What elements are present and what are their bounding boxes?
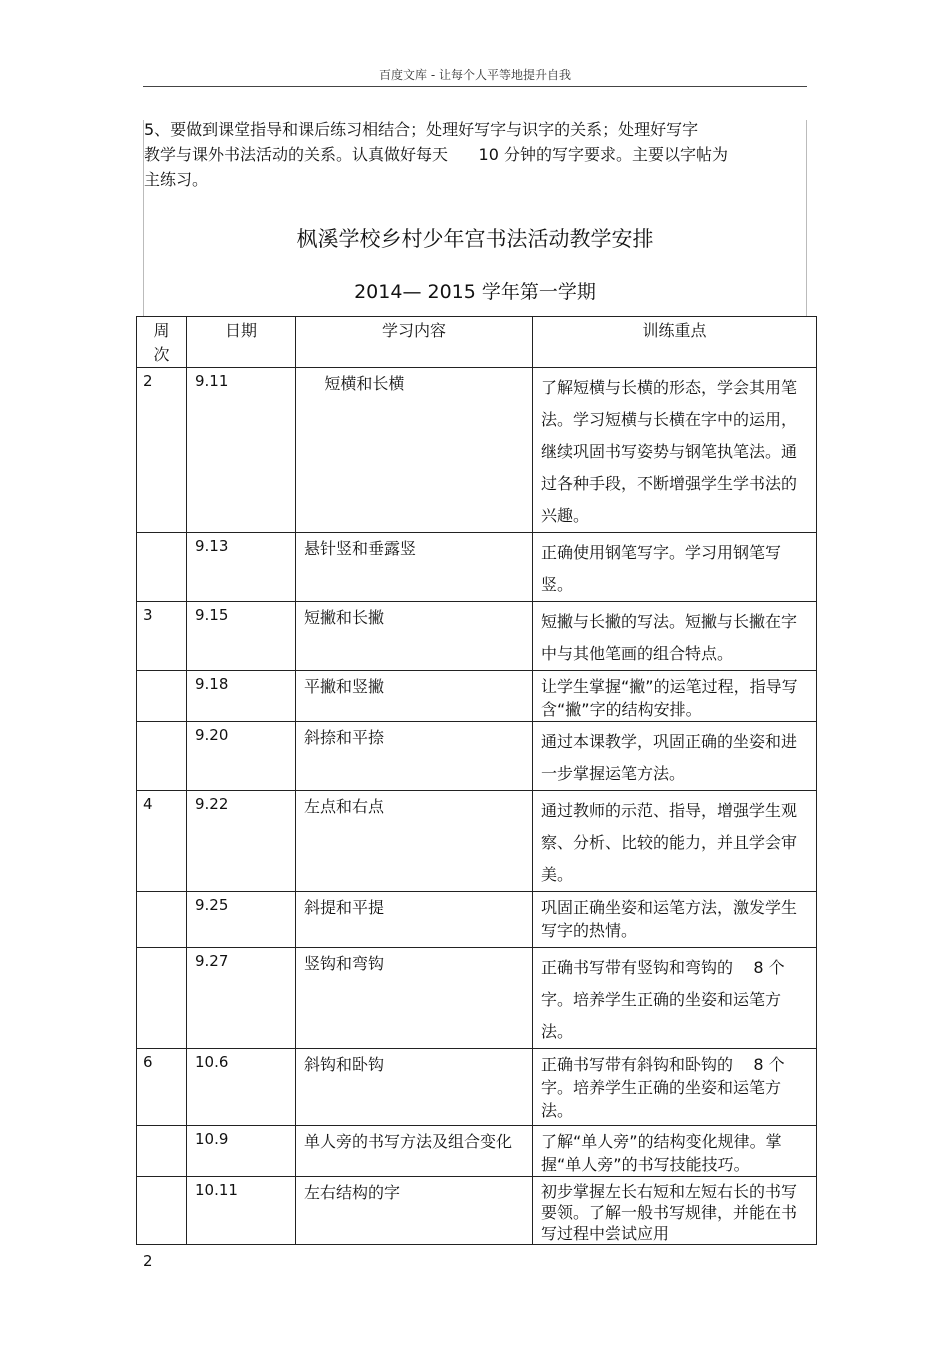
cell-week: [137, 1126, 187, 1177]
header-date: 日期: [187, 317, 296, 368]
cell-week: 4: [137, 791, 187, 892]
cell-week: [137, 722, 187, 791]
cell-content: 平撇和竖撇: [296, 671, 533, 722]
intro-paragraph: 5、要做到课堂指导和课后练习相结合；处理好写字与识字的关系；处理好写字 教学与课外书法活动的关系。认真做好每天 10 分钟的写字要求。主要以字帖为 主练习。: [144, 120, 728, 189]
table-row: [137, 602, 817, 671]
header-content: 学习内容: [296, 317, 533, 368]
cell-content: 左右结构的字: [296, 1177, 533, 1245]
cell-content: 短撇和长撇: [296, 602, 533, 671]
page-header: 百度文库 - 让每个人平等地提升自我: [379, 68, 571, 82]
cell-content: 斜提和平提: [296, 892, 533, 948]
table-header-row: [137, 317, 817, 368]
cell-focus: 正确使用钢笔写字。学习用钢笔写竖。: [533, 533, 817, 602]
table-row: [137, 1126, 817, 1177]
cell-focus: 让学生掌握“撇”的运笔过程，指导写含“撇”字的结构安排。: [533, 671, 817, 722]
cell-week: [137, 948, 187, 1049]
cell-date: 9.27: [187, 948, 296, 1049]
document-subtitle: 2014— 2015 学年第一学期: [354, 281, 596, 303]
header-week: 周 次: [137, 317, 187, 368]
cell-date: 10.11: [187, 1177, 296, 1245]
cell-focus: 正确书写带有斜钩和卧钩的 8 个字。培养学生正确的坐姿和运笔方法。: [533, 1049, 817, 1126]
cell-date: 9.18: [187, 671, 296, 722]
cell-date: 9.11: [187, 368, 296, 533]
cell-content: 斜捺和平捺: [296, 722, 533, 791]
cell-focus: 初步掌握左长右短和左短右长的书写要领。了解一般书写规律，并能在书写过程中尝试应用: [533, 1177, 817, 1245]
cell-week: 2: [137, 368, 187, 533]
cell-content: 斜钩和卧钩: [296, 1049, 533, 1126]
cell-focus: 巩固正确坐姿和运笔方法，激发学生写字的热情。: [533, 892, 817, 948]
cell-week: [137, 533, 187, 602]
cell-date: 9.13: [187, 533, 296, 602]
cell-week: [137, 892, 187, 948]
table-row: [137, 791, 817, 892]
schedule-table: [136, 316, 817, 1245]
table-row: [137, 722, 817, 791]
table-row: [137, 368, 817, 533]
cell-date: 9.22: [187, 791, 296, 892]
cell-date: 9.15: [187, 602, 296, 671]
cell-date: 10.9: [187, 1126, 296, 1177]
table-row: [137, 1049, 817, 1126]
cell-week: [137, 671, 187, 722]
cell-content: 单人旁的书写方法及组合变化: [296, 1126, 533, 1177]
page-number: 2: [143, 1252, 153, 1270]
cell-content: 左点和右点: [296, 791, 533, 892]
table-row: [137, 1177, 817, 1245]
document-title: 枫溪学校乡村少年宫书法活动教学安排: [296, 227, 654, 251]
cell-focus: 通过教师的示范、指导，增强学生观察、分析、比较的能力，并且学会审美。: [533, 791, 817, 892]
cell-week: [137, 1177, 187, 1245]
header-rule: [143, 86, 807, 87]
cell-date: 9.25: [187, 892, 296, 948]
cell-content: 竖钩和弯钩: [296, 948, 533, 1049]
cell-date: 10.6: [187, 1049, 296, 1126]
cell-focus: 正确书写带有竖钩和弯钩的 8 个字。培养学生正确的坐姿和运笔方法。: [533, 948, 817, 1049]
table-row: [137, 671, 817, 722]
cell-content: 悬针竖和垂露竖: [296, 533, 533, 602]
cell-week: 3: [137, 602, 187, 671]
table-row: [137, 948, 817, 1049]
table-row: [137, 892, 817, 948]
cell-week: 6: [137, 1049, 187, 1126]
cell-focus: 通过本课教学，巩固正确的坐姿和进一步掌握运笔方法。: [533, 722, 817, 791]
table-row: [137, 533, 817, 602]
header-focus: 训练重点: [533, 317, 817, 368]
cell-date: 9.20: [187, 722, 296, 791]
cell-focus: 了解短横与长横的形态，学会其用笔法。学习短横与长横在字中的运用，继续巩固书写姿势与钢笔执笔法。通过各种手段，不断增强学生学书法的兴趣。: [533, 368, 817, 533]
cell-content: 短横和长横: [296, 368, 533, 533]
cell-focus: 了解“单人旁”的结构变化规律。掌握“单人旁”的书写技能技巧。: [533, 1126, 817, 1177]
cell-focus: 短撇与长撇的写法。短撇与长撇在字中与其他笔画的组合特点。: [533, 602, 817, 671]
